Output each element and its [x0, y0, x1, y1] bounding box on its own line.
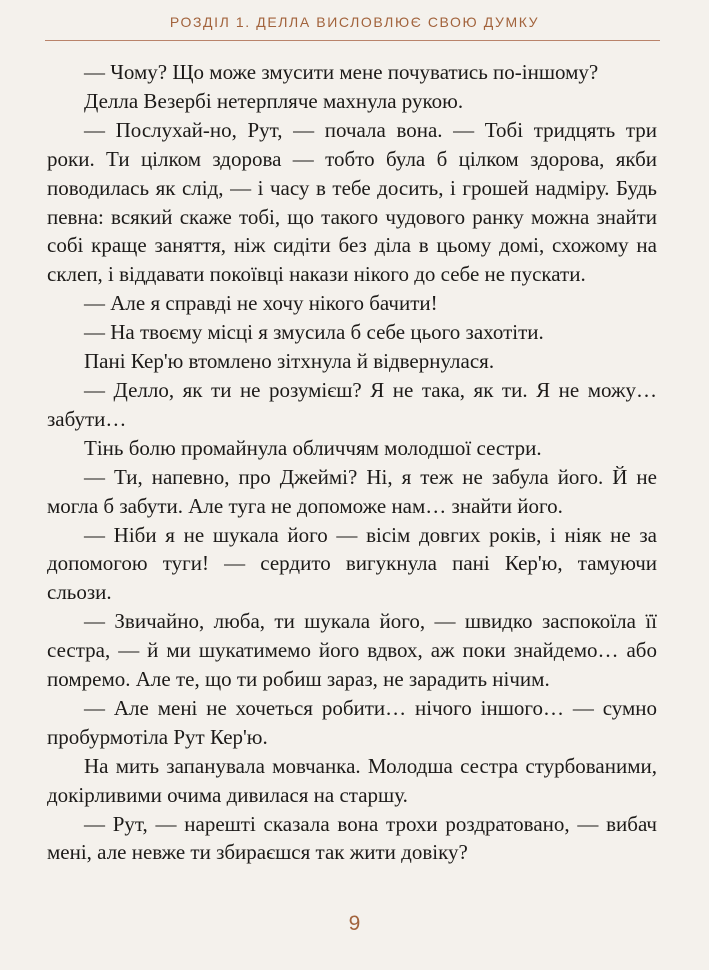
paragraph: — Ти, напевно, про Джеймі? Ні, я теж не забула його. Й не могла б забути. Але туга не допоможе нам… знайти його. [47, 464, 657, 518]
header-divider [45, 40, 660, 41]
paragraph: — Послухай-но, Рут, — почала вона. — Тобі тридцять три роки. Ти цілком здорова — тобто була б цілком здорова, якби поводилась як слід, — і часу в тебе досить, і грошей надміру. Будь певна: всякий скаже тобі, що такого чудового ранку можна знайти собі краще заняття, ніж сидіти без діла в цьому домі, схожому на склеп, і віддавати покоївці накази нікого до себе не пускати. [47, 117, 657, 287]
paragraph: На мить запанувала мовчанка. Молодша сестра стурбованими, докірливими очима дивилася на старшу. [47, 753, 657, 807]
body-text [47, 58, 657, 867]
page-number: 9 [348, 912, 361, 935]
running-header: РОЗДІЛ 1. ДЕЛЛА ВИСЛОВЛЮЄ СВОЮ ДУМКУ [169, 14, 540, 30]
paragraph: — Звичайно, люба, ти шукала його, — швидко заспокоїла її сестра, — й ми шукатимемо його вдвох, аж поки знайдемо… або помремо. Але те, що ти робиш зараз, не зарадить нічим. [47, 609, 657, 692]
paragraph: — Чому? Що може змусити мене почуватись по-іншому? [84, 60, 599, 84]
paragraph: — Делло, як ти не розумієш? Я не така, як ти. Я не можу… забути… [47, 377, 657, 431]
paragraph: — Ніби я не шукала його — вісім довгих років, і ніяк не за допомогою туги! — сердито вигукнула пані Кер'ю, тамуючи сльози. [47, 522, 657, 605]
paragraph: Тінь болю промайнула обличчям молодшої сестри. [84, 435, 542, 460]
paragraph: Делла Везербі нетерпляче махнула рукою. [84, 88, 464, 113]
paragraph: Пані Кер'ю втомлено зітхнула й відвернулася. [84, 349, 495, 374]
paragraph: — На твоєму місці я змусила б себе цього захотіти. [84, 320, 544, 345]
paragraph: — Але я справді не хочу нікого бачити! [84, 291, 438, 316]
paragraph: — Рут, — нарешті сказала вона трохи роздратовано, — вибач мені, але невже ти збираєшся так жити довіку? [47, 811, 657, 865]
paragraph: — Але мені не хочеться робити… нічого іншого… — сумно пробурмотіла Рут Кер'ю. [47, 695, 657, 749]
